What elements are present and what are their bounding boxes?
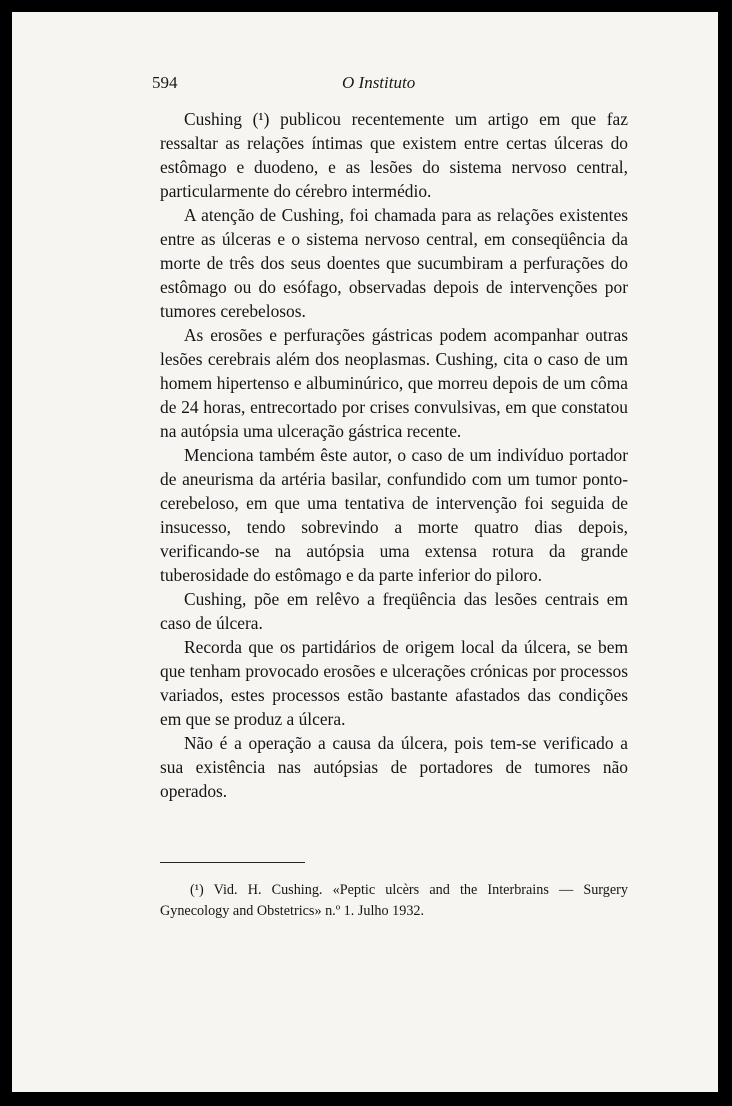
paragraph-6: Recorda que os partidários de origem local da úlcera, se bem que tenham provocado erosões e ulcerações crónicas por processos variados, estes processos estão bastante afastados das condições em que se produz a úlcera. (160, 637, 628, 729)
paragraph-1: Cushing (¹) publicou recentemente um artigo em que faz ressaltar as relações íntimas que existem entre certas úlceras do estômago e duodeno, e as lesões do sistema nervoso central, particularmente do cérebro intermédio. (160, 109, 628, 201)
page-header (152, 73, 622, 97)
paragraph-2: A atenção de Cushing, foi chamada para as relações existentes entre as úlceras e o sistema nervoso central, em conseqüência da morte de três dos seus doentes que sucumbiram a perfurações do estômago ou do esófago, observadas depois de intervenções por tumores cerebelosos. (160, 205, 628, 321)
running-title: O Instituto (342, 73, 416, 92)
book-page (12, 12, 718, 1092)
paragraph-5: Cushing, põe em relêvo a freqüência das lesões centrais em caso de úlcera. (160, 589, 628, 633)
page-number: 594 (152, 73, 178, 92)
paragraph-3: As erosões e perfurações gástricas podem acompanhar outras lesões cerebrais além dos neoplasmas. Cushing, cita o caso de um homem hipertenso e albuminúrico, que morreu depois de um côma de 24 horas, entrecortado por crises convulsivas, em que constatou na autópsia uma ulceração gástrica recente. (160, 325, 628, 441)
paragraph-4: Menciona também êste autor, o caso de um indivíduo portador de aneurisma da artéria basilar, confundido com um tumor ponto-cerebeloso, em que uma tentativa de intervenção foi seguida de insucesso, tendo sobrevindo a morte quatro dias depois, verificando-se na autópsia uma extensa rotura da grande tuberosidade do estômago e da parte inferior do piloro. (160, 445, 628, 585)
paragraph-7: Não é a operação a causa da úlcera, pois tem-se verificado a sua existência nas autópsias de portadores de tumores não operados. (160, 733, 628, 801)
body-text (160, 107, 628, 803)
footnote: (¹) Vid. H. Cushing. «Peptic ulcèrs and the Interbrains — Surgery Gynecology and Obstetrics» n.º 1. Julho 1932. (160, 882, 628, 919)
footnote-rule (160, 862, 305, 863)
